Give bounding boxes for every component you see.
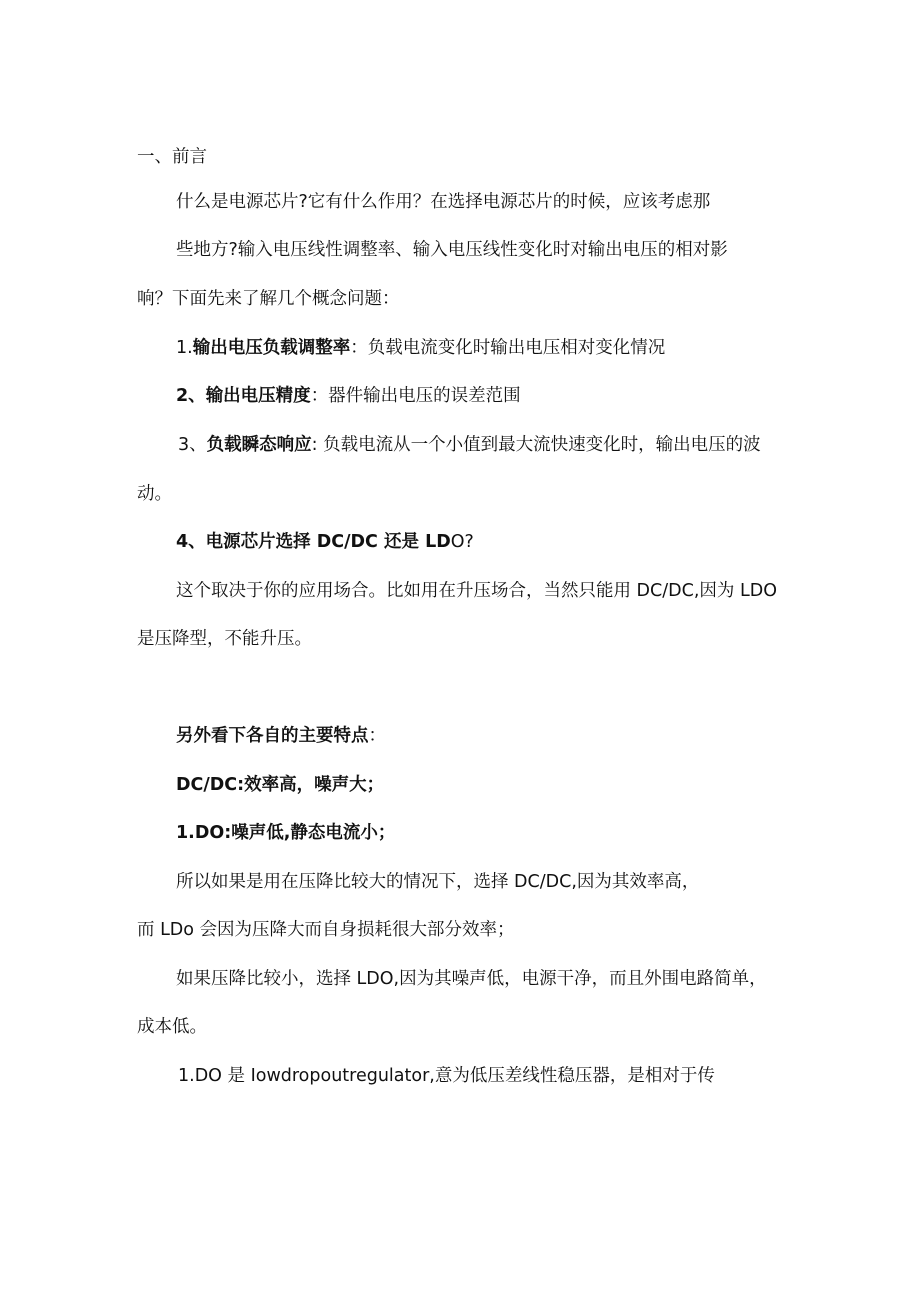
- item-2-desc: ：器件输出电压的误差范围: [310, 386, 521, 406]
- para-1-line-2: 是压降型，不能升压。: [137, 629, 312, 649]
- item-4-title-tail: O?: [450, 532, 474, 552]
- intro-line-3: 响？下面先来了解几个概念问题：: [137, 289, 400, 309]
- item-3-desc: : 负载电流从一个小值到最大流快速变化时，输出电压的波: [311, 435, 761, 455]
- para-3-line-1: 如果压降比较小，选择 LDO,因为其噪声低，电源干净，而且外围电路简单，: [176, 969, 767, 989]
- item-3: [178, 433, 761, 457]
- feature-dcdc: DC/DC:效率高，噪声大；: [176, 775, 385, 795]
- item-3-prefix: 3、: [178, 435, 207, 455]
- para-1-line-1: 这个取决于你的应用场合。比如用在升压场合，当然只能用 DC/DC,因为 LDO: [176, 581, 777, 601]
- features-heading: [176, 724, 386, 748]
- item-3-term: 负载瞬态响应: [206, 435, 312, 455]
- section-heading: 一、前言: [137, 147, 207, 167]
- item-2-prefix: 2、: [176, 386, 206, 406]
- item-2: [176, 384, 521, 408]
- intro-line-2: 些地方?输入电压线性调整率、输入电压线性变化时对输出电压的相对影: [176, 240, 728, 260]
- intro-line-1: 什么是电源芯片?它有什么作用？在选择电源芯片的时候，应该考虑那: [176, 192, 711, 212]
- item-1-desc: ：负载电流变化时输出电压相对变化情况: [350, 338, 666, 358]
- item-2-term: 输出电压精度: [205, 386, 311, 406]
- item-4-title: 4、电源芯片选择 DC/DC 还是 LD: [176, 532, 451, 552]
- feature-ldo: 1.DO:噪声低,静态电流小；: [176, 823, 396, 843]
- para-4-line-1: 1.DO 是 Iowdropoutregulator,意为低压差线性稳压器，是相对于传: [178, 1066, 715, 1086]
- item-1-term: 输出电压负载调整率: [192, 338, 351, 358]
- item-3-continuation: 动。: [137, 484, 172, 504]
- item-1-prefix: 1.: [176, 338, 193, 358]
- item-4: [176, 530, 474, 554]
- features-heading-text: 另外看下各自的主要特点: [176, 726, 369, 746]
- item-1: [176, 336, 665, 360]
- para-2-line-1: 所以如果是用在压降比较大的情况下，选择 DC/DC,因为其效率高，: [176, 872, 700, 892]
- para-2-line-2: 而 LDo 会因为压降大而自身损耗很大部分效率；: [137, 920, 515, 940]
- features-heading-colon: ：: [368, 726, 386, 746]
- para-3-line-2: 成本低。: [137, 1017, 207, 1037]
